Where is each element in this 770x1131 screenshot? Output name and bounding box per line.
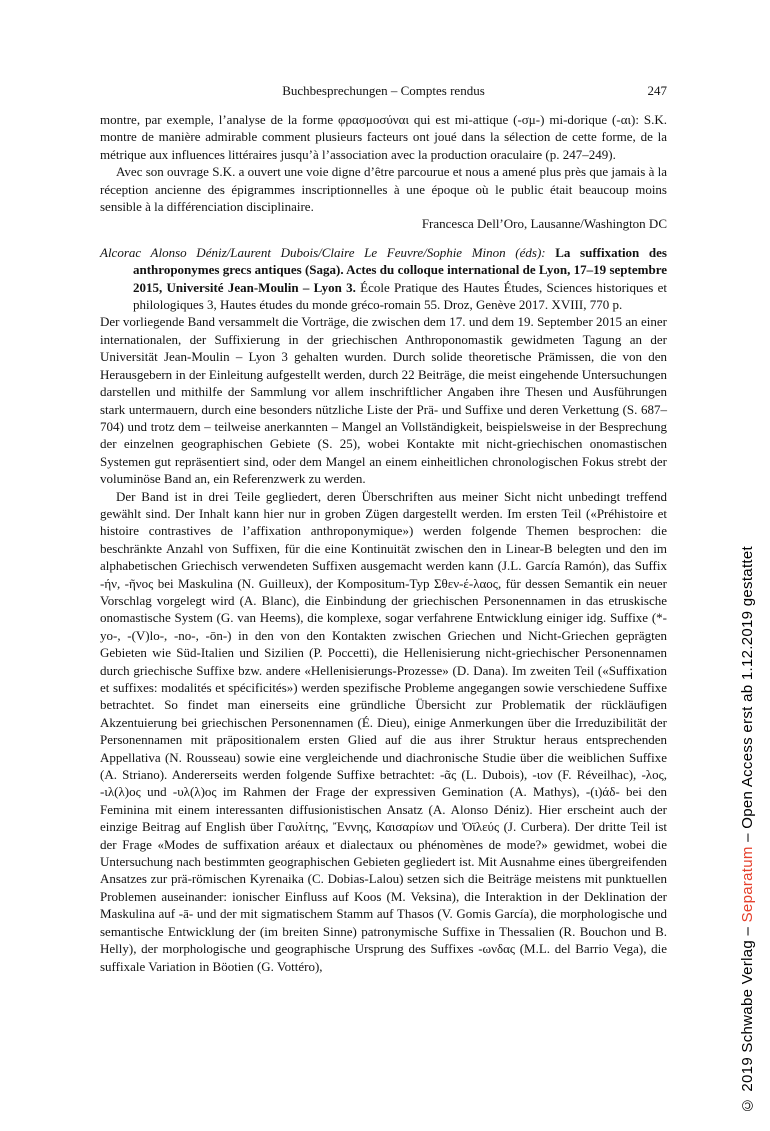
review-body-paragraph-1: Der vorliegende Band versammelt die Vorträge, die zwischen dem 17. und dem 19. September 2015 an einer internationalen, der Suffixierung in der griechischen Anthroponomastik gewidmeten Tagung an der Universität Jean-Moulin – Lyon 3 gehalten wurden. Durch solide theoretische Prämissen, die von den Herausgebern in der Einleitung aufgestellt werden, durch 22 Beiträge, die meist eingehende Untersuchungen darstellen und mithilfe der Sammlung vor allem inschriftlicher Angaben ihre Thesen und Ausführungen stark untermauern, durch eine besonders nützliche Liste der Prä- und Suffixe und deren Verkettung (S. 687–704) und trotz dem – teilweise anerkannten – Mangel an Vollständigkeit, beispielsweise in der Besprechung der einzelnen geographischen Gebiete (S. 25), wobei Kontakte mit nicht-griechischen onomastischen Systemen gut repräsentiert sind, oder dem Mangel an einem einheitlichen chronologischen Fokus strebt der voluminöse Band an, ein Referenzwerk zu werden. — [100, 314, 667, 487]
page-header — [100, 82, 667, 99]
copyright-prefix: © 2019 Schwabe Verlag – — [739, 922, 756, 1113]
continuation-paragraph: montre, par exemple, l’analyse de la forme φρασμοσύναι qui est mi-attique (-σμ-) mi-dorique (-αι): S.K. montre de manière admirable comment plusieurs facteurs ont joué dans la sélection de cette forme, de la métrique aux influences littéraires jusqu’à l’association avec la production oraculaire (p. 247–249). — [100, 112, 667, 162]
page-number: 247 — [647, 83, 667, 98]
copyright-sidebar — [739, 546, 756, 1113]
text-block — [100, 82, 667, 975]
closing-paragraph: Avec son ouvrage S.K. a ouvert une voie digne d’être parcourue et nous a amené plus près que jamais à la réception ancienne des épigrammes inscriptionnelles à une époque où le public était beaucoup moins sensible à la différenciation disciplinaire. — [100, 164, 667, 215]
reviewer-signature: Francesca Dell’Oro, Lausanne/Washington DC — [421, 216, 667, 232]
copyright-suffix: – Open Access erst ab 1.12.2019 gestattet — [739, 545, 756, 846]
running-title: Buchbesprechungen – Comptes rendus — [282, 83, 485, 98]
review-body-paragraph-2: Der Band ist in drei Teile gegliedert, deren Überschriften aus meiner Sicht nicht unbedingt treffend gewählt sind. Der Inhalt kann hier nur in groben Zügen dargestellt werden. Im ersten Teil («Préhistoire et histoire contrastives de l’affixation anthroponymique») werden folgende Themen besprochen: die beschränkte Anzahl von Suffixen, für die eine Kontinuität zwischen den in Linear-B belegten und den im alphabetischen Griechisch verwendeten Suffixen ausgemacht werden kann (J.L. García Ramón), das Suffix -ήν, -ῆνος bei Maskulina (N. Guilleux), der Kompositum-Typ Σθεν-έ-λαος, für dessen Semantik ein neuer Vorschlag vorgelegt wird (A. Blanc), die Einbindung der griechischen Personennamen in das etruskische onomastische System (G. van Heems), die komplexe, sogar verfahrene Entwicklung einiger idg. Suffixe (*-yo-, -(V)lo-, -no-, -ōn-) in den von den Kontakten zwischen Griechen und Nicht-Griechen geprägten Gebieten wie Süd-Italien und Sizilien (P. Poccetti), die Hellenisierung nicht-griechischer Personennamen durch griechische Suffixe bzw. andere «Hellenisierungs-Prozesse» (D. Dana). Im zweiten Teil («Suffixation et suffixes: modalités et spécificités») werden spezifische Probleme angegangen sowie verschiedene Suffixe betrachtet. So findet man einerseits eine gründliche Übersicht zur Problematik der rückläufigen Akzentuierung bei griechischen Personennamen (É. Dieu), einige Anmerkungen über die Irreduzibilität der Personennamen mit präpositionalem ersten Glied auf die aus ihrer Struktur heraus entsprechenden Appellativa (N. Rousseau) sowie eine vergleichende und diachronische Studie über die weiblichen Suffixe (A. Striano). Andererseits werden folgende Suffixe betrachtet: -ᾶς (L. Dubois), -ιον (F. Réveilhac), -λος, -ιλ(λ)ος und -υλ(λ)ος im Rahmen der Frage der expressiven Gemination (A. Mathys), -(ι)άδ- bei den Feminina mit einem interessanten diffusionistischen Ansatz (A. Alonso Déniz). Hier erscheint auch der einzige Beitrag auf English über Γαυλίτης, Ἔννης, Καισαρίων und Ὀϊλεύς (J. Curbera). Der dritte Teil ist der Frage «Modes de suffixation aréaux et dialectaux ou phénomènes de mode?» gewidmet, wobei die Untersuchung nach bestimmten geographischen Gebieten gegliedert ist. Mit Ausnahme eines übergreifenden Ansatzes zur prä-römischen Kyrenaika (C. Dobias-Lalou) setzen sich die Beiträge meistens mit punktuellen Problemen auseinander: ionischer Einfluss auf Koos (M. Veksina), die Interaktion in der Deklination der Maskulina auf -ā- und der mit sigmatischem Stamm auf Thasos (V. Gomis García), die morphologische und semantische Entwicklung der (im breiten Sinne) patronymische Suffixe in Thessalien (R. Bouchon und B. Helly), der morphologische und geographische Ursprung des Suffixes -ωνδας (M.L. del Barrio Vega), die suffixale Variation in Böotien (G. Vottéro), — [100, 488, 667, 974]
reference-editors: Alcorac Alonso Déniz/Laurent Dubois/Claire Le Feuvre/Sophie Minon (éds): — [100, 244, 556, 260]
reference-publication: École Pratique des Hautes Études, Sciences historiques et philologiques 3, Hautes études du monde gréco-romain 55. Droz, Genève 2017. XVIII, 770 p. — [133, 279, 667, 313]
book-reference — [100, 244, 667, 314]
separatum-label: Separatum — [739, 845, 756, 922]
reference-title: La suffixation des anthroponymes grecs antiques (Saga). Actes du colloque international de Lyon, 17–19 septembre 2015, Université Jean-Moulin – Lyon 3. — [133, 244, 667, 295]
